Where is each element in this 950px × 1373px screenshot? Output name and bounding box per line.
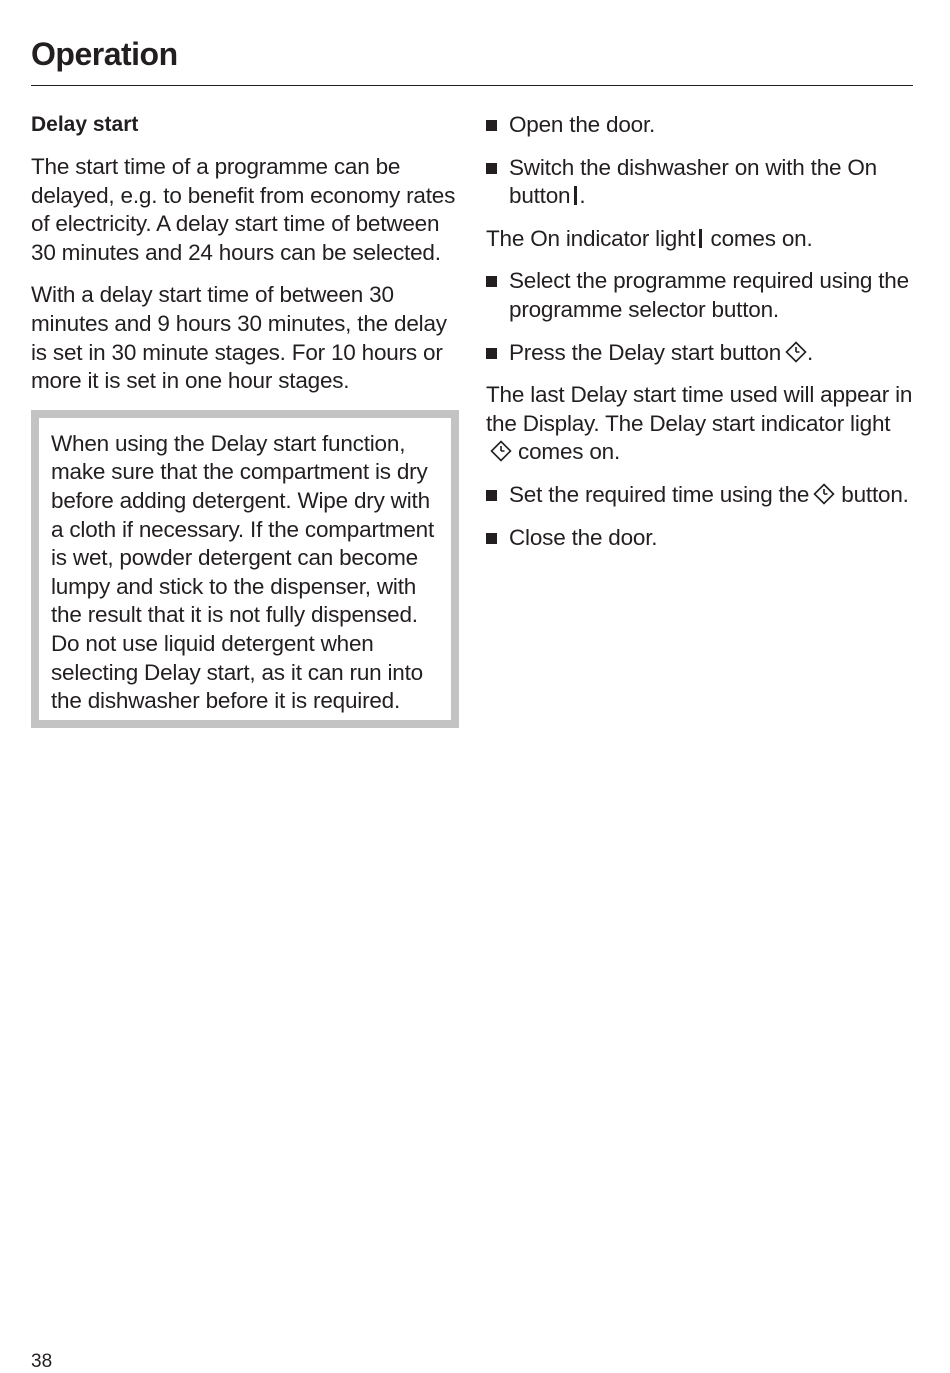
step-text-end: . bbox=[807, 339, 814, 365]
title-divider bbox=[31, 85, 913, 86]
right-column bbox=[486, 111, 916, 566]
on-bar-icon bbox=[574, 186, 577, 205]
step-open-door bbox=[486, 111, 916, 140]
info-text: The On indicator light bbox=[486, 225, 696, 251]
info-display bbox=[486, 381, 916, 467]
square-bullet-icon bbox=[486, 163, 497, 174]
warning-note-box bbox=[31, 410, 459, 728]
info-on-indicator bbox=[486, 225, 916, 254]
step-text: Close the door. bbox=[509, 524, 658, 550]
page-title: Operation bbox=[31, 36, 178, 72]
clock-diamond-icon bbox=[813, 483, 835, 505]
step-text-end: . bbox=[579, 183, 586, 209]
step-select-programme bbox=[486, 267, 916, 324]
clock-diamond-icon bbox=[490, 440, 512, 462]
step-switch-on bbox=[486, 154, 916, 211]
page-number: 38 bbox=[31, 1351, 53, 1372]
step-text: Switch the dishwasher on with the On button bbox=[509, 154, 877, 209]
square-bullet-icon bbox=[486, 490, 497, 501]
step-text: Press the Delay start button bbox=[509, 339, 782, 365]
square-bullet-icon bbox=[486, 348, 497, 359]
step-close-door bbox=[486, 524, 916, 553]
step-press-delay-start bbox=[486, 339, 916, 368]
step-text: Open the door. bbox=[509, 112, 656, 137]
step-text: Select the programme required using the programme selector button. bbox=[509, 268, 909, 322]
note-text-liquid-detergent: Do not use liquid detergent when selecting Delay start, as it can run into the dishwasher before it is required. bbox=[51, 630, 423, 714]
info-text: comes on. bbox=[704, 225, 813, 251]
info-text: comes on. bbox=[512, 439, 621, 465]
note-text-dry-compartment: When using the Delay start function, make sure that the compartment is dry before adding detergent. Wipe dry with a cloth if necessary. If the compartment is wet, powder detergent can become lumpy and stick to the dispenser, with the result that it is not fully dispensed. bbox=[51, 430, 435, 628]
on-bar-icon bbox=[699, 229, 702, 248]
square-bullet-icon bbox=[486, 120, 497, 131]
section-heading: Delay start bbox=[31, 113, 139, 136]
step-set-time bbox=[486, 481, 916, 510]
square-bullet-icon bbox=[486, 276, 497, 287]
left-column bbox=[31, 111, 459, 728]
step-text: Set the required time using the bbox=[509, 481, 810, 507]
stages-paragraph: With a delay start time of between 30 minutes and 9 hours 30 minutes, the delay is set in 30 minute stages. For 10 hours or more it is set in one hour stages. bbox=[31, 282, 447, 394]
square-bullet-icon bbox=[486, 533, 497, 544]
info-text: The last Delay start time used will appear in the Display. The Delay start indicator light bbox=[486, 382, 913, 436]
intro-paragraph: The start time of a programme can be delayed, e.g. to benefit from economy rates of electricity. A delay start time of between 30 minutes and 24 hours can be selected. bbox=[31, 154, 456, 265]
clock-diamond-icon bbox=[785, 341, 807, 363]
step-text: button. bbox=[835, 481, 909, 507]
